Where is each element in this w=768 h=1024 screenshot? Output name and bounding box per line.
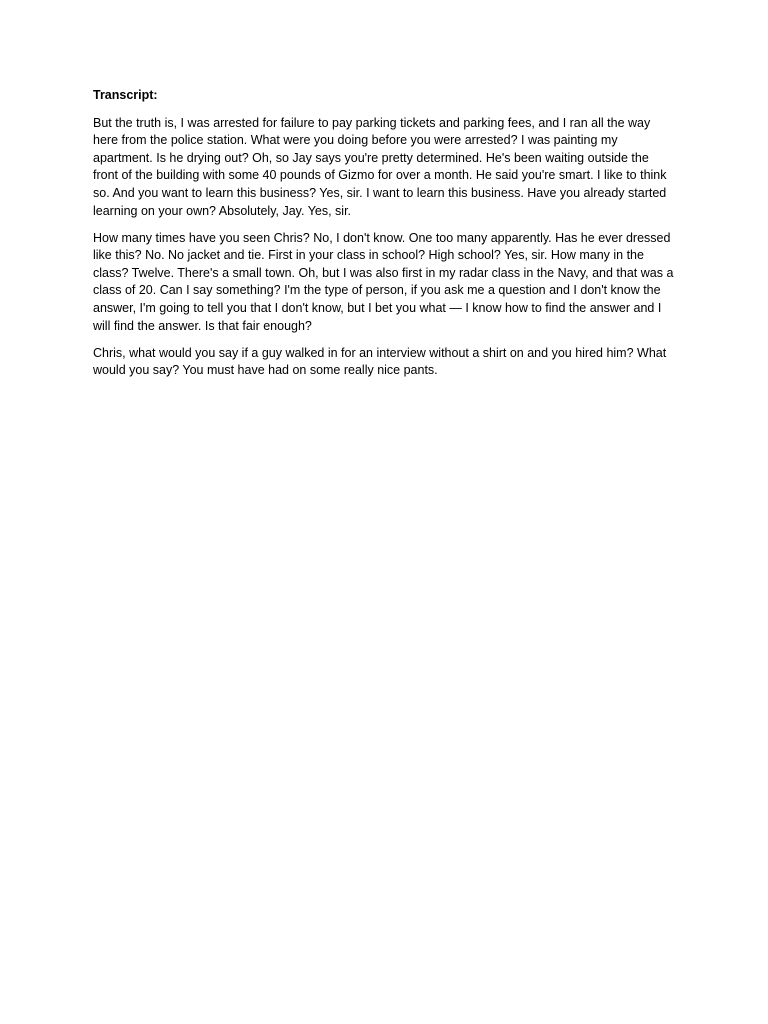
transcript-paragraph-3: Chris, what would you say if a guy walked in for an interview without a shirt on and you hired him? What would you say? You must have had on some really nice pants. <box>93 345 667 378</box>
document-page <box>93 87 677 389</box>
transcript-paragraph-2: How many times have you seen Chris? No, I don't know. One too many apparently. Has he ever dressed like this? No. No jacket and tie. First in your class in school? High school? Yes, sir. How many in the class? Twelve. There's a small town. Oh, but I was also first in my radar class in the Navy, and that was a class of 20. Can I say something? I'm the type of person, if you ask me a question and I don't know the answer, I'm going to tell you that I don't know, but I bet you what — I know how to find the answer and I will find the answer. Is that fair enough? <box>93 230 674 333</box>
transcript-paragraph-1: But the truth is, I was arrested for failure to pay parking tickets and parking fees, and I ran all the way here from the police station. What were you doing before you were arrested? I was painting my apartment. Is he drying out? Oh, so Jay says you're pretty determined. He's been waiting outside the front of the building with some 40 pounds of Gizmo for over a month. He said you're smart. I like to think so. And you want to learn this business? Yes, sir. I want to learn this business. Have you already started learning on your own? Absolutely, Jay. Yes, sir. <box>93 115 667 218</box>
transcript-heading: Transcript: <box>93 88 158 102</box>
